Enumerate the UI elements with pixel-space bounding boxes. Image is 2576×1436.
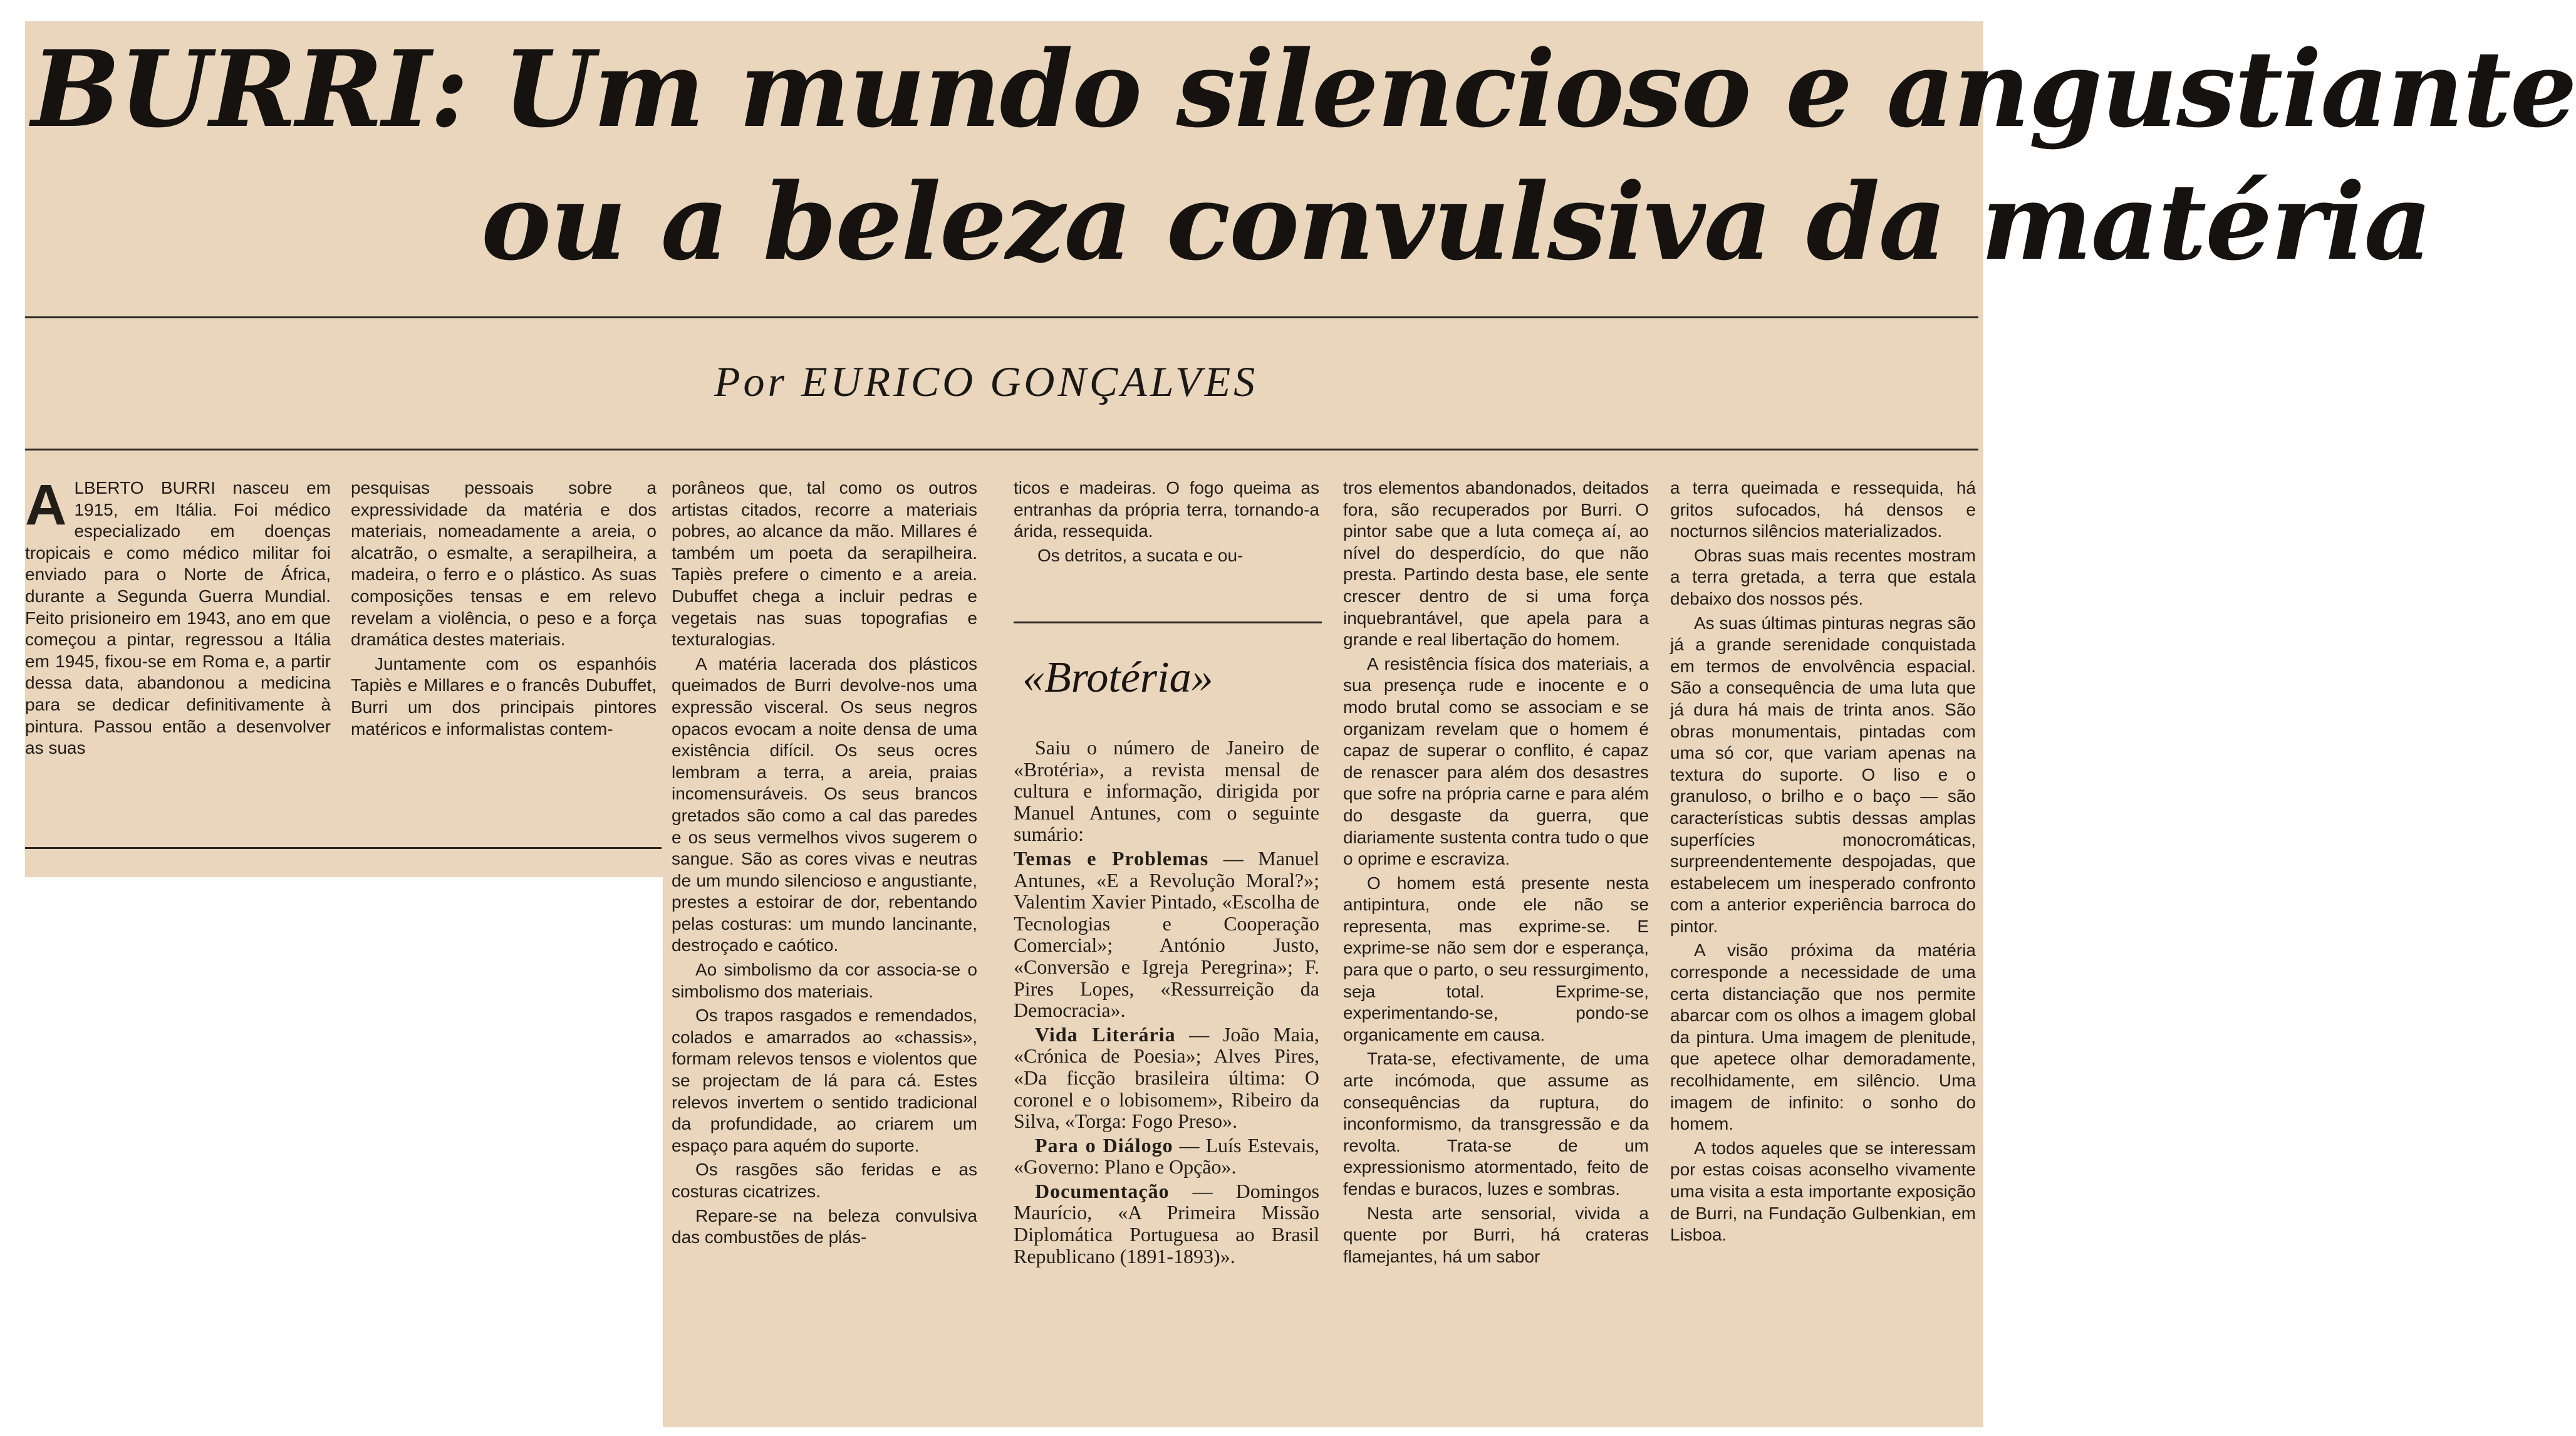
article-paragraph: pesquisas pessoais sobre a expressividade da matéria e dos materiais, nomeadamente a areia, o alcatrão, o esmalte, a serapilheira, a madeira, o ferro e o plástico. As suas composições tensas e em relevo revelam a violência, o peso e a força dramática destes materiais. (351, 478, 657, 650)
article-column-6 (1670, 477, 1976, 1417)
article-paragraph: tros elementos abandonados, deitados fora, são recuperados por Burri. O pintor sabe que a luta começa aí, ao nível do desperdício, do que não presta. Partindo desta base, ele sente crescer dentro de si uma força inquebrantável, que apela para a grande e real libertação do homem. (1343, 478, 1649, 650)
article-paragraph: A visão próxima da matéria corresponde a necessidade de uma certa distanciação que nos permite abarcar com os olhos a imagem global da pintura. Uma imagem de plenitude, que apetece olhar demoradamente, recolhidamente, em silêncio. Uma imagem de infinito: o sonho do homem. (1670, 940, 1976, 1134)
broteria-section-heading: Temas e Problemas (1014, 846, 1209, 870)
article-paragraph: Os detritos, a sucata e ou- (1037, 545, 1244, 565)
article-paragraph: As suas últimas pinturas negras são já a grande serenidade conquistada em termos de envolvência espacial. São a consequência de uma luta que já dura há mais de trinta anos. São obras monumentais, pintadas com uma só cor, que variam apenas na textura do suporte. O liso e o granuloso, o brilho e o baço — são características subtis dessas amplas superfícies monocromáticas, surpreendentemente despojadas, que estabelecem um inesperado confronto com a anterior experiência barroca do pintor. (1670, 613, 1976, 936)
drop-cap: A (25, 473, 67, 537)
article-paragraph (25, 473, 331, 759)
broteria-section-heading: Vida Literária (1035, 1022, 1176, 1046)
broteria-section-text: — Luís Estevais, «Governo: Plano e Opção». (1014, 1133, 1320, 1178)
rule-under-byline (25, 449, 1978, 450)
article-column-4 (1014, 477, 1319, 603)
article-paragraph: Trata-se, efectivamente, de uma arte incómoda, que assume as consequências da ruptura, do inconformismo, da transgressão e da revolta. Trata-se de um expressionismo atormentado, feito de fendas e buracos, luzes e sombras. (1343, 1049, 1649, 1199)
broteria-section-heading: Para o Diálogo (1035, 1133, 1173, 1157)
broteria-intro: Saiu o número de Janeiro de «Brotéria», a revista mensal de cultura e informação, dirigida por Manuel Antunes, com o seguinte sumário: (1014, 736, 1319, 846)
headline-line-2: ou a beleza convulsiva da matéria (481, 160, 2431, 284)
broteria-section (1014, 848, 1319, 1021)
article-paragraph: Ao simbolismo da cor associa-se o simbolismo dos materiais. (672, 960, 977, 1001)
article-column-2 (351, 477, 657, 1417)
rule-above-broteria (1014, 622, 1322, 623)
article-paragraph: porâneos que, tal como os outros artistas citados, recorre a materiais pobres, ao alcance da mão. Millares é também um poeta da serapilheira. Tapiès prefere o cimento e a areia. Dubuffet chega a incluir pedras e vegetais nas suas topografias e texturalogias. (672, 478, 977, 650)
article-paragraph: ticos e madeiras. O fogo queima as entranhas da própria terra, tornando-a árida, ressequida. (1014, 478, 1319, 541)
byline: Por EURICO GONÇALVES (714, 358, 1259, 405)
broteria-box (1014, 625, 1319, 1417)
broteria-section (1014, 1135, 1319, 1178)
article-column-3 (672, 477, 977, 1417)
rule-under-headline (25, 316, 1978, 318)
article-paragraph: Repare-se na beleza convulsiva das combustões de plás- (672, 1205, 977, 1247)
article-paragraph: a terra queimada e ressequida, há gritos sufocados, há densos e nocturnos silêncios materializados. (1670, 478, 1976, 541)
broteria-section-text: — Domingos Maurício, «A Primeira Missão Diplomática Portuguesa ao Brasil Republicano (1891-1893)». (1014, 1179, 1319, 1267)
article-paragraph: A todos aqueles que se interessam por estas coisas aconselho vivamente uma visita a esta importante exposição de Burri, na Fundação Gulbenkian, em Lisboa. (1670, 1138, 1976, 1245)
broteria-section-heading: Documentação (1035, 1179, 1170, 1202)
article-column-5 (1343, 477, 1649, 1417)
article-paragraph: O homem está presente nesta antipintura, onde ele não se representa, mas exprime-se. E exprime-se não sem dor e esperança, para que o parto, o seu ressurgimento, seja total. Exprime-se, experimentando-se, pondo-se organicamente em causa. (1343, 873, 1649, 1044)
article-paragraph: Os rasgões são feridas e as costuras cicatrizes. (672, 1160, 977, 1201)
broteria-title: «Brotéria» (1022, 653, 1213, 702)
broteria-section (1014, 1024, 1319, 1132)
broteria-section (1014, 1180, 1319, 1267)
article-paragraph: A resistência física dos materiais, a sua presença rude e inocente e o modo brutal como se associam e se organizam revelam que o homem é capaz de superar o conflito, é capaz de renascer para além dos desastres que sofre na própria carne e para além do desgaste da guerra, que diariamente sustenta contra tudo o que o oprime e escraviza. (1343, 653, 1649, 869)
article-column-1 (25, 473, 331, 1417)
article-paragraph: A matéria lacerada dos plásticos queimados de Burri devolve-nos uma expressão visceral. Os seus negros opacos evocam a noite densa de uma existência difícil. Os seus ocres lembram a terra, a areia, praias incomensuráveis. Os seus brancos gretados são como a cal das paredes e os seus vermelhos vivos sugerem o sangue. São as cores vivas e neutras de um mundo silencioso e angustiante, prestes a estoirar de dor, rebentando pelas costuras: um mundo lancinante, destroçado e caótico. (672, 653, 977, 955)
article-paragraph: Obras suas mais recentes mostram a terra gretada, a terra que estala debaixo dos nossos pés. (1670, 545, 1976, 608)
article-paragraph: Nesta arte sensorial, vivida a quente por Burri, há crateras flamejantes, há um sabor (1343, 1203, 1649, 1266)
article-paragraph: Juntamente com os espanhóis Tapiès e Millares e o francês Dubuffet, Burri um dos principais pintores matéricos e informalistas contem- (351, 653, 657, 739)
headline-line-1: BURRI: Um mundo silencioso e angustiante (31, 27, 2576, 151)
broteria-section-text: — João Maia, «Crónica de Poesia»; Alves Pires, «Da ficção brasileira última: O coronel e o lobisomem», Ribeiro da Silva, «Torga: Fogo Preso». (1014, 1022, 1320, 1133)
broteria-section-text: — Manuel Antunes, «E a Revolução Moral?»; Valentim Xavier Pintado, «Escolha de Tecnologias e Cooperação Comercial»; António Justo, «Conversão e Igreja Peregrina»; F. Pires Lopes, «Ressurreição da Democracia». (1014, 846, 1319, 1022)
paragraph-text: LBERTO BURRI nasceu em 1915, em Itália. Foi médico especializado em doenças tropicais e como médico militar foi enviado para o Norte de África, durante a Segunda Guerra Mundial. Feito prisioneiro em 1943, ano em que começou a pintar, regressou a Itália em 1945, fixou-se em Roma e, a partir dessa data, abandonou a medicina para se dedicar definitivamente à pintura. Passou então a desenvolver as suas (25, 478, 331, 758)
article-paragraph: Os trapos rasgados e remendados, colados e amarrados ao «chassis», formam relevos tensos e violentos que se projectam de lá para cá. Estes relevos invertem o sentido tradicional da profundidade, ao criarem um espaço para aquém do suporte. (672, 1006, 977, 1155)
